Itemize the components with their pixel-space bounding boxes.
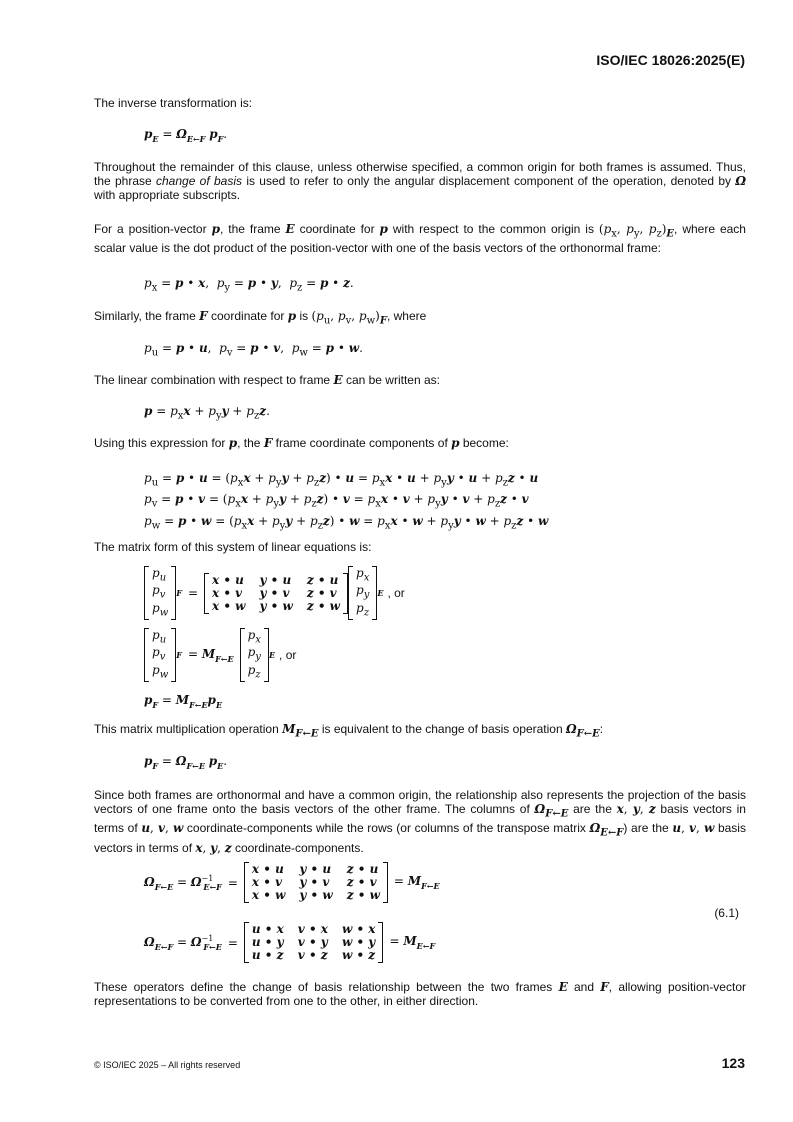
matrix-equation-1: $p_u$ $p_v$ $p_w$ F = x • u y • u z • u x • v y • v z • v x • w y • w z • w $p_x$ $p_y$ $p_z$ E , or	[144, 566, 405, 620]
para-using-expression: Using this expression for p, the F frame coordinate components of p become:	[94, 436, 509, 450]
document-header: ISO/IEC 18026:2025(E)	[596, 52, 745, 68]
footer-copyright: © ISO/IEC 2025 – All rights reserved	[94, 1060, 241, 1070]
para-orthonormal: Since both frames are orthonormal and have a common origin, the relationship also represents the projection of the basis vectors of one frame onto the basis vectors of the other frame. The columns of $\Omega_{F\leftarrow E}$ are the x, y, z basis vectors in terms of u, v, w coordinate-components while the rows (or columns of the transpose matrix $\Omega_{E\leftarrow F}$) are the u, v, w basis vectors in terms of x, y, z coordinate-components.	[94, 788, 746, 855]
para-position-vector: For a position-vector p, the frame E coordinate for p with respect to the common origin is ($p_x$, $p_y$, $p_z)_E$, where each scalar value is the dot product of the position-vector with one of the basis vectors of the orthonormal frame:	[94, 222, 746, 256]
equation-inverse: $p_E = \Omega_{E\leftarrow F}$ $p_F$.	[144, 127, 228, 144]
matrix-equation-2: $p_u$ $p_v$ $p_w$ F = $M_{F\leftarrow E}$ $p_x$ $p_y$ $p_z$ E , or	[144, 628, 296, 682]
equation-pxyz: $p_x = p$ • x, $p_y = p$ • y, $p_z = p$ • z.	[144, 276, 354, 294]
equation-puvw: $p_u = p$ • u, $p_v = p$ • v, $p_w = p$ • w.	[144, 341, 363, 359]
page-number: 123	[721, 1055, 745, 1071]
para-frame-f: Similarly, the frame F coordinate for p is ($p_u$, $p_v$, $p_w)_F$, where	[94, 309, 427, 327]
para-linear-combination: The linear combination with respect to frame E can be written as:	[94, 373, 440, 387]
equation-pf-omega: $p_F = \Omega_{F\leftarrow E}$ $p_E$.	[144, 754, 228, 771]
equation-number: (6.1)	[714, 906, 739, 920]
para-matrix-form: The matrix form of this system of linear equations is:	[94, 540, 372, 554]
para-matrix-multiplication: This matrix multiplication operation $M_{F\leftarrow E}$ is equivalent to the change of basis operation $\Omega_{F\leftarrow E}$:	[94, 722, 604, 740]
equation-p-combination: $p = p_xx + p_yy + p_zz$.	[144, 404, 270, 422]
matrix-equation-omega-ef: $\Omega_{E\leftarrow F} = \Omega^{-1}_{F\leftarrow E}$ = u • x v • x w • x u • y v • y w • y u • z v • z w • z = $M_{E\leftarrow F}$	[144, 922, 436, 962]
equation-pf-m: $p_F = M_{F\leftarrow E}p_E$	[144, 693, 223, 710]
para-inverse-intro: The inverse transformation is:	[94, 96, 253, 110]
para-conclusion: These operators define the change of basis relationship between the two frames E and F, allowing position-vector representations to be converted from one to the other, in either direction.	[94, 980, 746, 1008]
para-change-of-basis: Throughout the remainder of this clause, unless otherwise specified, a common origin for both frames is assumed. Thus, the phrase change of basis is used to refer to only the angular displacement component of the operation, denoted by Ω with appropriate subscripts.	[94, 160, 746, 202]
matrix-equation-omega-fe: $\Omega_{F\leftarrow E} = \Omega^{-1}_{E\leftarrow F}$ = x • u y • u z • u x • v y • v z • v x • w y • w z • w = $M_{F\leftarrow E}$	[144, 862, 440, 902]
equation-system: $p_u = p$ • $u = (p_xx + p_yy + p_zz)$ • $u = p_xx$ • $u + p_yy$ • $u + p_zz$ • u $p_v = p$ • $v = (p_xx + p_yy + p_zz)$ • $v = p_xx$ • $v + p_yy$ • $v + p_zz$ • v $p_w = p$ • $w = (p_xx + p_yy + p_zz)$ • $w = p_xx$ • $w + p_yy$ • $w + p_zz$ • w	[144, 471, 549, 532]
